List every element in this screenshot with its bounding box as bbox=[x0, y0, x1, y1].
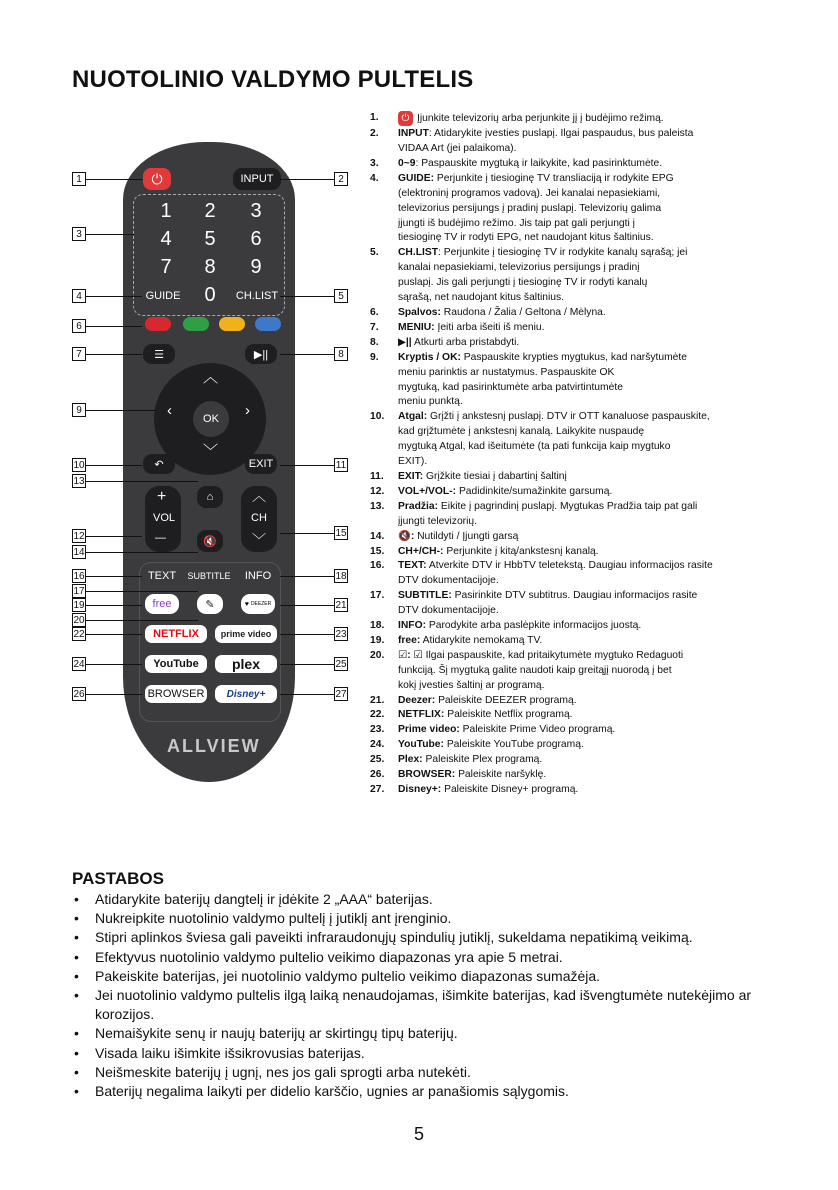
free-button: free bbox=[145, 594, 179, 614]
list-item-key: Atgal: bbox=[398, 411, 428, 423]
list-item-text: Perjunkite į tiesioginę TV transliaciją ir rodykite EPG (elektroninį programos vadovą). Jei kanalai nepasiekiami, televizorius persijungs į pradinį puslapį. Televizorių galima įjungti iš budėjimo režimo. Jis taip pat gali perjungti į tiesioginę TV ir rodyti EPG, net naudojant kitus šaltinius. bbox=[398, 172, 674, 244]
list-item-key: Spalvos: bbox=[398, 307, 441, 318]
deezer-button: ♥ DEEZER bbox=[241, 594, 275, 614]
back-button: ↶ bbox=[143, 454, 175, 474]
callout-24: 24 bbox=[73, 658, 85, 670]
list-item-key: 0~9 bbox=[398, 157, 416, 169]
list-item-text: Pasirinkite DTV subtitrus. Daugiau informacijos rasite DTV dokumentacijoje. bbox=[398, 590, 698, 617]
callout-21: 21 bbox=[335, 599, 347, 611]
callout-line bbox=[86, 552, 198, 553]
list-item-key: VOL+/VOL-: bbox=[398, 485, 457, 497]
list-item-number: 18. bbox=[370, 620, 385, 632]
list-item bbox=[370, 589, 770, 619]
list-item-number: 19. bbox=[370, 634, 385, 646]
channel-rocker bbox=[241, 486, 277, 552]
key-1: 1 bbox=[160, 200, 172, 222]
list-item bbox=[370, 485, 770, 500]
list-item-text: Atkurti arba pristabdyti. bbox=[411, 336, 520, 348]
list-item bbox=[370, 172, 770, 247]
blue-button bbox=[255, 317, 281, 331]
callout-line bbox=[86, 620, 198, 621]
list-item-number: 10. bbox=[370, 411, 385, 423]
list-item bbox=[370, 351, 770, 411]
list-item bbox=[370, 470, 770, 485]
list-item-text: Įjunkite televizorių arba perjunkite jį į budėjimo režimą. bbox=[417, 113, 664, 125]
netflix-button: NETFLIX bbox=[145, 625, 207, 643]
callout-10: 10 bbox=[73, 459, 85, 471]
list-item-key: Kryptis / OK: bbox=[398, 351, 461, 363]
callout-line bbox=[280, 354, 335, 355]
deezer-label: DEEZER bbox=[250, 601, 272, 607]
list-item bbox=[370, 768, 770, 783]
guide-button: GUIDE bbox=[145, 290, 181, 302]
list-item-number: 22. bbox=[370, 709, 385, 721]
callout-26: 26 bbox=[73, 688, 85, 700]
note-item: • Visada laiku išimkite išsikrovusias baterijas. bbox=[72, 1044, 772, 1063]
note-item: • Nemaišykite senų ir naujų baterijų ar skirtingų tipų baterijų. bbox=[72, 1024, 772, 1043]
list-item-number: 13. bbox=[370, 500, 385, 512]
edit-button: ✎ bbox=[197, 594, 223, 614]
prime-video-button: prime video bbox=[215, 625, 277, 643]
callout-16: 16 bbox=[73, 570, 85, 582]
note-item: • Efektyvus nuotolinio valdymo pultelio veikimo diapazonas yra apie 5 metrai. bbox=[72, 948, 772, 967]
text-button: TEXT bbox=[147, 570, 177, 582]
arrow-up-icon: ︿ bbox=[203, 369, 219, 386]
key-2: 2 bbox=[204, 200, 216, 222]
list-item-text: Paleiskite Disney+ programą. bbox=[441, 784, 579, 795]
callout-line bbox=[86, 179, 142, 180]
callout-line bbox=[280, 634, 335, 635]
browser-button: BROWSER bbox=[145, 685, 207, 703]
list-item bbox=[370, 545, 770, 560]
list-item-key: 🔇: bbox=[398, 530, 415, 542]
input-button: INPUT bbox=[233, 168, 281, 190]
list-item bbox=[370, 246, 770, 306]
yellow-button bbox=[219, 317, 245, 331]
list-item-text: Paleiskite DEEZER programą. bbox=[435, 694, 577, 706]
list-item-number: 6. bbox=[370, 307, 379, 318]
callout-25: 25 bbox=[335, 658, 347, 670]
note-item: • Nukreipkite nuotolinio valdymo pultelį į jutiklį ant įrenginio. bbox=[72, 909, 772, 928]
ch-label: CH bbox=[251, 512, 267, 524]
callout-5: 5 bbox=[334, 289, 348, 303]
list-item-key: CH+/CH-: bbox=[398, 545, 444, 557]
callout-line bbox=[280, 694, 335, 695]
list-item bbox=[370, 649, 770, 694]
list-item-number: 2. bbox=[370, 128, 379, 140]
callout-line bbox=[86, 576, 142, 577]
brand-logo: ALLVIEW bbox=[167, 736, 261, 756]
note-item: • Neišmeskite baterijų į ugnį, nes jos gali sprogti arba nutekėti. bbox=[72, 1063, 772, 1082]
list-item bbox=[370, 127, 770, 157]
list-item-text: Grįžkite tiesiai į dabartinį šaltinį bbox=[423, 470, 567, 482]
home-button: ⌂ bbox=[197, 486, 223, 508]
list-item bbox=[370, 634, 770, 649]
list-item-number: 14. bbox=[370, 530, 385, 542]
key-5: 5 bbox=[204, 228, 216, 250]
list-item-text: : Atidarykite įvesties puslapį. Ilgai paspaudus, bus paleista VIDAA Art (jei palaikoma). bbox=[398, 128, 694, 155]
power-icon: ⏻ bbox=[398, 111, 413, 126]
list-item-text: Paleiskite naršyklę. bbox=[455, 769, 547, 781]
list-item-key: TEXT: bbox=[398, 560, 427, 572]
list-item-text: Atverkite DTV ir HbbTV teletekstą. Daugiau informacijos rasite DTV dokumentacijoje. bbox=[398, 560, 713, 587]
list-item-text: Paleiskite Plex programą. bbox=[422, 754, 543, 766]
key-8: 8 bbox=[204, 256, 216, 278]
list-item-number: 1. bbox=[370, 112, 379, 123]
list-item-text: Įeiti arba išeiti iš meniu. bbox=[434, 321, 545, 333]
list-item-number: 11. bbox=[370, 470, 384, 482]
list-item-key: INFO: bbox=[398, 620, 427, 632]
ok-button: OK bbox=[193, 401, 229, 437]
list-item-key: YouTube: bbox=[398, 739, 444, 751]
callout-line bbox=[86, 296, 142, 297]
list-item bbox=[370, 336, 770, 351]
callout-19: 19 bbox=[73, 599, 85, 611]
exit-button: EXIT bbox=[245, 454, 277, 474]
arrow-left-icon: ‹ bbox=[167, 402, 172, 419]
info-button: INFO bbox=[244, 570, 272, 582]
key-9: 9 bbox=[250, 256, 262, 278]
green-button bbox=[183, 317, 209, 331]
list-item-key: EXIT: bbox=[398, 470, 424, 482]
list-item-number: 25. bbox=[370, 754, 385, 766]
note-item: • Baterijų negalima laikyti per dideliо karščio, ugnies ar panašiomis sąlygomis. bbox=[72, 1082, 772, 1101]
callout-line bbox=[86, 605, 142, 606]
callout-line bbox=[86, 694, 142, 695]
remote-illustration bbox=[123, 142, 295, 782]
list-item-number: 7. bbox=[370, 321, 379, 333]
vol-minus-label: — bbox=[155, 532, 166, 544]
callout-17: 17 bbox=[73, 585, 85, 597]
list-item-text: Paleiskite Prime Video programą. bbox=[459, 724, 616, 736]
list-item-text: Perjunkite į kitą/ankstesnį kanalą. bbox=[443, 545, 599, 557]
list-item-number: 26. bbox=[370, 769, 385, 781]
list-item-text: Raudona / Žalia / Geltona / Mėlyna. bbox=[440, 307, 606, 318]
list-item-key: Pradžia: bbox=[398, 500, 439, 512]
list-item-number: 20. bbox=[370, 649, 385, 661]
vol-label: VOL bbox=[153, 512, 176, 524]
list-item-text: Paspauskite krypties mygtukus, kad naršytumėte meniu parinktis ar nustatymus. Paspauskite OK mygtuką, kad pasirinktumėte arba patvirtintumėte meniu punktą. bbox=[398, 351, 687, 408]
disney-button: Disney+ bbox=[215, 685, 277, 703]
callout-line bbox=[280, 664, 335, 665]
callout-13: 13 bbox=[73, 475, 85, 487]
callout-line bbox=[280, 465, 335, 466]
list-item-key: SUBTITLE: bbox=[398, 590, 452, 602]
list-item-key: MENIU: bbox=[398, 321, 435, 333]
callout-23: 23 bbox=[335, 628, 347, 640]
mute-button: 🔇 bbox=[197, 530, 223, 552]
list-item bbox=[370, 753, 770, 768]
list-item-text: Paleiskite YouTube programą. bbox=[443, 739, 584, 751]
list-item bbox=[370, 321, 770, 336]
list-item-text: Eikite į pagrindinį puslapį. Mygtukas Pradžia taip pat gali įjungti televizorių. bbox=[398, 500, 698, 527]
callout-line bbox=[86, 536, 142, 537]
list-item bbox=[370, 530, 770, 545]
callout-line bbox=[86, 591, 198, 592]
callout-line bbox=[86, 354, 142, 355]
plex-button: plex bbox=[215, 655, 277, 673]
list-item-text: Grįžti į ankstesnį puslapį. DTV ir OTT kanaluose paspauskite, kad grįžtumėte į ankstesnį kanalą. Laikykite nuspaudę mygtuką Atgal, kad išeitumėte (ta pati funkcija kaip mygtuko EXIT). bbox=[398, 411, 710, 468]
list-item-number: 24. bbox=[370, 739, 385, 751]
chlist-button: CH.LIST bbox=[235, 290, 279, 302]
list-item-key: Prime video: bbox=[398, 724, 460, 736]
list-item-key: Plex: bbox=[398, 754, 423, 766]
list-item bbox=[370, 694, 770, 709]
callout-6: 6 bbox=[72, 319, 86, 333]
callout-line bbox=[86, 410, 156, 411]
callout-line bbox=[86, 664, 142, 665]
callout-2: 2 bbox=[334, 172, 348, 186]
list-item-number: 21. bbox=[370, 694, 385, 706]
list-item-key: INPUT bbox=[398, 128, 429, 140]
callout-27: 27 bbox=[335, 688, 347, 700]
callout-line bbox=[86, 465, 142, 466]
list-item bbox=[370, 111, 770, 127]
list-item-number: 5. bbox=[370, 247, 379, 259]
list-item-key: GUIDE: bbox=[398, 172, 435, 184]
callout-4: 4 bbox=[72, 289, 86, 303]
arrow-right-icon: › bbox=[245, 402, 250, 419]
callout-12: 12 bbox=[73, 530, 85, 542]
ch-up-icon: ︿ bbox=[252, 488, 266, 504]
list-item-key: Disney+: bbox=[398, 784, 442, 795]
page-number: 5 bbox=[413, 1124, 424, 1144]
key-3: 3 bbox=[250, 200, 262, 222]
ch-down-icon: ﹀ bbox=[252, 532, 266, 548]
list-item-number: 23. bbox=[370, 724, 385, 736]
list-item-number: 8. bbox=[370, 336, 379, 348]
list-item bbox=[370, 708, 770, 723]
list-item-key: BROWSER: bbox=[398, 769, 456, 781]
vol-plus-label: + bbox=[157, 488, 167, 505]
callout-3: 3 bbox=[72, 227, 86, 241]
list-item-key: CH.LIST bbox=[398, 247, 439, 259]
list-item bbox=[370, 410, 770, 470]
list-item-key: free: bbox=[398, 634, 421, 646]
list-item-text: Nutildyti / Įjungti garsą bbox=[414, 530, 519, 542]
key-7: 7 bbox=[160, 256, 172, 278]
arrow-down-icon: ﹀ bbox=[203, 443, 219, 460]
list-item bbox=[370, 738, 770, 753]
callout-15: 15 bbox=[335, 527, 347, 539]
callout-14: 14 bbox=[73, 546, 85, 558]
list-item-number: 9. bbox=[370, 351, 379, 363]
list-item bbox=[370, 157, 770, 172]
menu-button: ☰ bbox=[143, 344, 175, 364]
list-item bbox=[370, 783, 770, 798]
list-item-text: : Paspauskite mygtuką ir laikykite, kad pasirinktumėte. bbox=[415, 157, 663, 169]
list-item-key: ▶|| bbox=[398, 336, 412, 348]
subtitle-button: SUBTITLE bbox=[187, 571, 231, 581]
list-item-number: 3. bbox=[370, 157, 379, 169]
list-item bbox=[370, 559, 770, 589]
list-item-text: Paleiskite Netflix programą. bbox=[444, 709, 573, 721]
callout-22: 22 bbox=[73, 628, 85, 640]
key-6: 6 bbox=[250, 228, 262, 250]
youtube-button: YouTube bbox=[145, 655, 207, 673]
play-pause-button: ▶|| bbox=[245, 344, 277, 364]
list-item bbox=[370, 500, 770, 530]
notes-title: PASTABOS bbox=[72, 869, 164, 888]
callout-7: 7 bbox=[72, 347, 86, 361]
callout-line bbox=[280, 296, 335, 297]
notes-list bbox=[72, 890, 772, 1101]
callout-9: 9 bbox=[72, 403, 86, 417]
callout-1: 1 bbox=[72, 172, 86, 186]
callout-line bbox=[86, 634, 142, 635]
list-item bbox=[370, 723, 770, 738]
list-item-key: ☑: bbox=[398, 649, 411, 661]
callout-11: 11 bbox=[335, 459, 347, 471]
list-item-key: Deezer: bbox=[398, 694, 436, 706]
list-item-number: 4. bbox=[370, 172, 379, 184]
list-item-text: Parodykite arba paslėpkite informacijos juostą. bbox=[426, 620, 642, 632]
list-item-text: Atidarykite nemokamą TV. bbox=[420, 634, 543, 646]
list-item-number: 16. bbox=[370, 560, 385, 572]
list-item-number: 15. bbox=[370, 545, 385, 557]
volume-rocker bbox=[145, 486, 181, 552]
callout-line bbox=[280, 576, 335, 577]
list-item-key: NETFLIX: bbox=[398, 709, 445, 721]
list-item-text: Padidinkite/sumažinkite garsumą. bbox=[456, 485, 613, 497]
page-title: NUOTOLINIO VALDYMO PULTELIS bbox=[72, 66, 474, 93]
callout-20: 20 bbox=[73, 614, 85, 626]
note-item: • Stipri aplinkos šviesa gali paveikti infraraudonųjų spindulių jutiklį, sukeldama nepatikimą veikimą. bbox=[72, 928, 772, 947]
list-item bbox=[370, 306, 770, 321]
callout-line bbox=[280, 533, 335, 534]
callout-8: 8 bbox=[334, 347, 348, 361]
list-item bbox=[370, 619, 770, 634]
callout-line bbox=[86, 234, 134, 235]
list-item-number: 27. bbox=[370, 784, 385, 795]
callout-line bbox=[280, 179, 335, 180]
callout-line bbox=[86, 326, 142, 327]
list-item-number: 17. bbox=[370, 590, 385, 602]
list-item-number: 12. bbox=[370, 485, 385, 497]
note-item: • Pakeiskite baterijas, jei nuotolinio valdymo pultelio veikimo diapazonas sumažėja. bbox=[72, 967, 772, 986]
note-item: • Atidarykite baterijų dangtelį ir įdėkite 2 „AAA“ baterijas. bbox=[72, 890, 772, 909]
power-button: ⏻ bbox=[143, 168, 171, 190]
note-item: • Jei nuotolinio valdymo pultelis ilgą laiką nenaudojamas, išimkite baterijas, kad išvengtumėte nutekėjimo ar korozijos. bbox=[72, 986, 772, 1024]
list-item-text: ☑ Ilgai paspauskite, kad pritaikytumėte mygtuko Redaguoti funkciją. Šį mygtuką galite naudoti kaip greitąjį nuorodą į bet kokį įvesties šaltinį ar programą. bbox=[398, 649, 684, 691]
callout-line bbox=[280, 605, 335, 606]
list-item-text: : Perjunkite į tiesioginę TV ir rodykite kanalų sąrašą; jei kanalai nepasiekiami, televizorius persijungs į pradinį puslapį. Jis gali perjungti į tiesioginę TV ir rodyti kanalų sąrašą, net naudojant kitus šaltinius. bbox=[398, 247, 688, 304]
key-0: 0 bbox=[204, 284, 216, 306]
key-4: 4 bbox=[160, 228, 172, 250]
callout-18: 18 bbox=[335, 570, 347, 582]
red-button bbox=[145, 317, 171, 331]
function-list bbox=[370, 111, 770, 798]
callout-line bbox=[86, 481, 198, 482]
